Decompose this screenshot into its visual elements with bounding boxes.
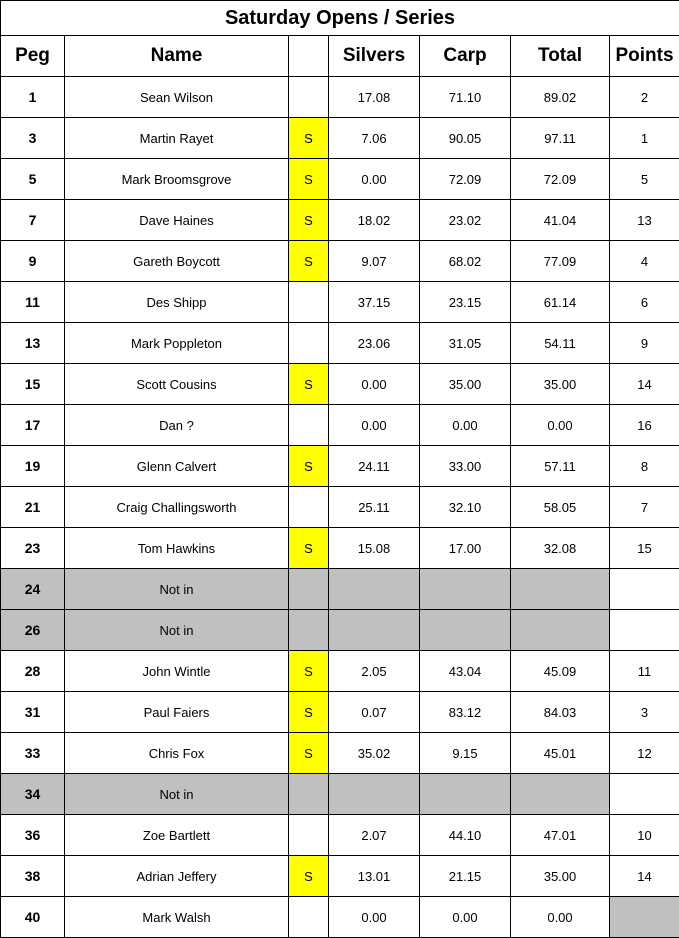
cell-silvers: 17.08 — [329, 77, 420, 118]
cell-total: 0.00 — [511, 405, 610, 446]
table-row — [1, 323, 679, 364]
header-row — [1, 36, 679, 77]
cell-total: 0.00 — [511, 897, 610, 938]
cell-flag: S — [289, 200, 329, 241]
cell-peg: 15 — [1, 364, 65, 405]
cell-silvers: 0.07 — [329, 692, 420, 733]
table-row — [1, 159, 679, 200]
table-row — [1, 774, 679, 815]
cell-silvers: 2.05 — [329, 651, 420, 692]
cell-carp: 83.12 — [420, 692, 511, 733]
table-row — [1, 692, 679, 733]
cell-silvers: 2.07 — [329, 815, 420, 856]
cell-total: 45.01 — [511, 733, 610, 774]
cell-points: 1 — [610, 118, 679, 159]
cell-silvers: 24.11 — [329, 446, 420, 487]
cell-flag: S — [289, 159, 329, 200]
header-name: Name — [65, 36, 289, 77]
header-silvers: Silvers — [329, 36, 420, 77]
sheet-title: Saturday Opens / Series — [1, 1, 679, 36]
cell-name: Tom Hawkins — [65, 528, 289, 569]
cell-name: Mark Broomsgrove — [65, 159, 289, 200]
cell-peg: 24 — [1, 569, 65, 610]
header-flag — [289, 36, 329, 77]
cell-peg: 13 — [1, 323, 65, 364]
table-row — [1, 856, 679, 897]
cell-total — [511, 569, 610, 610]
cell-points: 2 — [610, 77, 679, 118]
cell-flag — [289, 487, 329, 528]
title-row — [1, 1, 679, 36]
cell-total: 84.03 — [511, 692, 610, 733]
table-row — [1, 405, 679, 446]
header-carp: Carp — [420, 36, 511, 77]
cell-total: 57.11 — [511, 446, 610, 487]
cell-silvers: 0.00 — [329, 897, 420, 938]
cell-name: Gareth Boycott — [65, 241, 289, 282]
cell-points: 3 — [610, 692, 679, 733]
cell-name: Paul Faiers — [65, 692, 289, 733]
cell-silvers: 25.11 — [329, 487, 420, 528]
table-row — [1, 528, 679, 569]
cell-name: Sean Wilson — [65, 77, 289, 118]
cell-name: John Wintle — [65, 651, 289, 692]
cell-peg: 31 — [1, 692, 65, 733]
cell-total — [511, 610, 610, 651]
cell-total: 54.11 — [511, 323, 610, 364]
cell-carp — [420, 774, 511, 815]
cell-name: Martin Rayet — [65, 118, 289, 159]
cell-name: Mark Walsh — [65, 897, 289, 938]
cell-silvers: 23.06 — [329, 323, 420, 364]
cell-flag — [289, 323, 329, 364]
cell-peg: 40 — [1, 897, 65, 938]
cell-points: 13 — [610, 200, 679, 241]
cell-carp: 0.00 — [420, 405, 511, 446]
cell-peg: 1 — [1, 77, 65, 118]
cell-carp: 68.02 — [420, 241, 511, 282]
cell-total: 61.14 — [511, 282, 610, 323]
cell-flag: S — [289, 118, 329, 159]
cell-peg: 26 — [1, 610, 65, 651]
cell-silvers: 13.01 — [329, 856, 420, 897]
cell-carp: 44.10 — [420, 815, 511, 856]
cell-carp: 72.09 — [420, 159, 511, 200]
table-row — [1, 569, 679, 610]
cell-carp: 71.10 — [420, 77, 511, 118]
cell-peg: 11 — [1, 282, 65, 323]
cell-peg: 3 — [1, 118, 65, 159]
cell-total: 77.09 — [511, 241, 610, 282]
cell-name: Not in — [65, 774, 289, 815]
cell-flag — [289, 282, 329, 323]
cell-points — [610, 897, 679, 938]
cell-carp — [420, 610, 511, 651]
cell-carp: 17.00 — [420, 528, 511, 569]
table-row — [1, 241, 679, 282]
cell-carp: 32.10 — [420, 487, 511, 528]
cell-name: Not in — [65, 610, 289, 651]
cell-total: 72.09 — [511, 159, 610, 200]
cell-flag: S — [289, 733, 329, 774]
cell-flag — [289, 610, 329, 651]
cell-carp: 21.15 — [420, 856, 511, 897]
cell-peg: 17 — [1, 405, 65, 446]
cell-points: 5 — [610, 159, 679, 200]
cell-total: 32.08 — [511, 528, 610, 569]
cell-peg: 7 — [1, 200, 65, 241]
cell-name: Craig Challingsworth — [65, 487, 289, 528]
cell-silvers: 37.15 — [329, 282, 420, 323]
cell-name: Zoe Bartlett — [65, 815, 289, 856]
cell-total: 41.04 — [511, 200, 610, 241]
cell-silvers — [329, 610, 420, 651]
cell-peg: 38 — [1, 856, 65, 897]
cell-carp: 90.05 — [420, 118, 511, 159]
cell-peg: 33 — [1, 733, 65, 774]
cell-points: 12 — [610, 733, 679, 774]
cell-silvers: 18.02 — [329, 200, 420, 241]
cell-points: 15 — [610, 528, 679, 569]
cell-carp — [420, 569, 511, 610]
table-row — [1, 610, 679, 651]
table-row — [1, 897, 679, 938]
cell-peg: 28 — [1, 651, 65, 692]
cell-points: 16 — [610, 405, 679, 446]
table-row — [1, 446, 679, 487]
table-row — [1, 282, 679, 323]
cell-total: 89.02 — [511, 77, 610, 118]
cell-flag — [289, 897, 329, 938]
cell-flag — [289, 815, 329, 856]
cell-silvers: 35.02 — [329, 733, 420, 774]
cell-silvers: 0.00 — [329, 364, 420, 405]
cell-silvers: 15.08 — [329, 528, 420, 569]
cell-silvers: 7.06 — [329, 118, 420, 159]
cell-points: 14 — [610, 364, 679, 405]
cell-flag — [289, 569, 329, 610]
table-row — [1, 733, 679, 774]
cell-total: 58.05 — [511, 487, 610, 528]
cell-flag — [289, 77, 329, 118]
header-points: Points — [610, 36, 679, 77]
cell-points — [610, 774, 679, 815]
cell-carp: 23.15 — [420, 282, 511, 323]
cell-flag: S — [289, 856, 329, 897]
cell-carp: 9.15 — [420, 733, 511, 774]
cell-points: 7 — [610, 487, 679, 528]
cell-silvers — [329, 774, 420, 815]
cell-flag — [289, 774, 329, 815]
cell-carp: 0.00 — [420, 897, 511, 938]
cell-silvers — [329, 569, 420, 610]
cell-points — [610, 610, 679, 651]
cell-total: 35.00 — [511, 856, 610, 897]
cell-name: Des Shipp — [65, 282, 289, 323]
cell-name: Not in — [65, 569, 289, 610]
table-row — [1, 77, 679, 118]
cell-silvers: 9.07 — [329, 241, 420, 282]
table-row — [1, 651, 679, 692]
cell-peg: 19 — [1, 446, 65, 487]
cell-points — [610, 569, 679, 610]
cell-peg: 36 — [1, 815, 65, 856]
cell-name: Mark Poppleton — [65, 323, 289, 364]
cell-total: 45.09 — [511, 651, 610, 692]
cell-total: 97.11 — [511, 118, 610, 159]
cell-carp: 33.00 — [420, 446, 511, 487]
cell-total: 47.01 — [511, 815, 610, 856]
header-peg: Peg — [1, 36, 65, 77]
cell-carp: 31.05 — [420, 323, 511, 364]
cell-name: Dave Haines — [65, 200, 289, 241]
cell-name: Scott Cousins — [65, 364, 289, 405]
cell-points: 6 — [610, 282, 679, 323]
cell-flag: S — [289, 364, 329, 405]
cell-silvers: 0.00 — [329, 405, 420, 446]
cell-points: 4 — [610, 241, 679, 282]
cell-flag — [289, 405, 329, 446]
cell-name: Chris Fox — [65, 733, 289, 774]
cell-name: Adrian Jeffery — [65, 856, 289, 897]
table-row — [1, 200, 679, 241]
cell-total: 35.00 — [511, 364, 610, 405]
cell-silvers: 0.00 — [329, 159, 420, 200]
cell-peg: 9 — [1, 241, 65, 282]
cell-flag: S — [289, 241, 329, 282]
cell-carp: 23.02 — [420, 200, 511, 241]
cell-peg: 5 — [1, 159, 65, 200]
cell-total — [511, 774, 610, 815]
cell-peg: 21 — [1, 487, 65, 528]
cell-name: Dan ? — [65, 405, 289, 446]
cell-flag: S — [289, 651, 329, 692]
cell-points: 9 — [610, 323, 679, 364]
cell-points: 8 — [610, 446, 679, 487]
cell-points: 11 — [610, 651, 679, 692]
table-row — [1, 364, 679, 405]
cell-carp: 35.00 — [420, 364, 511, 405]
cell-flag: S — [289, 692, 329, 733]
cell-carp: 43.04 — [420, 651, 511, 692]
cell-points: 10 — [610, 815, 679, 856]
cell-flag: S — [289, 446, 329, 487]
header-total: Total — [511, 36, 610, 77]
table-row — [1, 815, 679, 856]
cell-name: Glenn Calvert — [65, 446, 289, 487]
table-row — [1, 487, 679, 528]
cell-peg: 34 — [1, 774, 65, 815]
cell-points: 14 — [610, 856, 679, 897]
table-row — [1, 118, 679, 159]
cell-flag: S — [289, 528, 329, 569]
cell-peg: 23 — [1, 528, 65, 569]
